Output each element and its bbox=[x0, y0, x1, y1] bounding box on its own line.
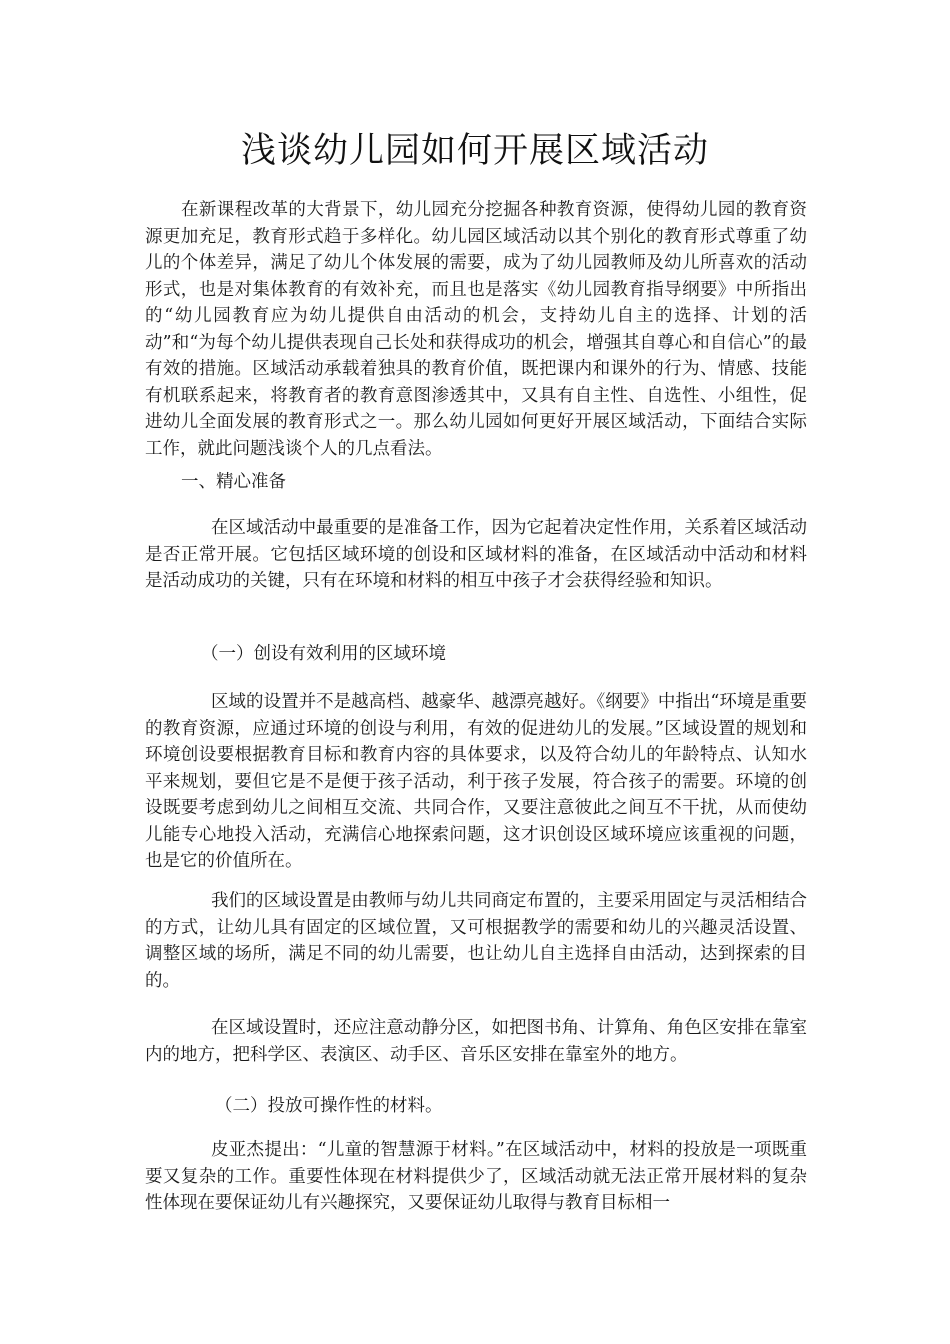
paragraph-materials: 皮亚杰提出：“儿童的智慧源于材料。”在区域活动中，材料的投放是一项既重要又复杂的工作。重要性体现在材料提供少了，区域活动就无法正常开展材料的复杂性体现在要保证幼儿有兴趣探究，又要保证幼儿取得与教育目标相一 bbox=[145, 1140, 807, 1213]
subsection-heading-environment: （一）创设有效利用的区域环境 bbox=[201, 644, 446, 664]
section-heading-preparation: 一、精心准备 bbox=[181, 472, 286, 492]
paragraph-environment: 区域的设置并不是越高档、越豪华、越漂亮越好。《纲要》中指出“环境是重要的教育资源，应通过环境的创设与利用，有效的促进幼儿的发展。”区域设置的规划和环境创设要根据教育目标和教育内容的具体要求，以及符合幼儿的年龄特点、认知水平来规划，要但它是不是便于孩子活动，利于孩子发展，符合孩子的需要。环境的创设既要考虑到幼儿之间相互交流、共同合作，又要注意彼此之间互不干扰，从而使幼儿能专心地投入活动，充满信心地探索问题，这才识创设区域环境应该重视的问题，也是它的价值所在。 bbox=[145, 692, 807, 871]
paragraph-area-setup: 我们的区域设置是由教师与幼儿共同商定布置的，主要采用固定与灵活相结合的方式，让幼儿具有固定的区域位置，又可根据教学的需要和幼儿的兴趣灵活设置、调整区域的场所，满足不同的幼儿需要，也让幼儿自主选择自由活动，达到探索的目的。 bbox=[145, 891, 807, 991]
paragraph-intro: 在新课程改革的大背景下，幼儿园充分挖掘各种教育资源，使得幼儿园的教育资源更加充足，教育形式趋于多样化。幼儿园区域活动以其个别化的教育形式尊重了幼儿的个体差异，满足了幼儿个体发展的需要，成为了幼儿园教师及幼儿所喜欢的活动形式，也是对集体教育的有效补充，而且也是落实《幼儿园教育指导纲要》中所指出的“幼儿园教育应为幼儿提供自由活动的机会，支持幼儿自主的选择、计划的活动”和“为每个幼儿提供表现自己长处和获得成功的机会，增强其自尊心和自信心”的最有效的措施。区域活动承载着独具的教育价值，既把课内和课外的行为、情感、技能有机联系起来，将教育者的教育意图渗透其中，又具有自主性、自选性、小组性，促进幼儿全面发展的教育形式之一。那么幼儿园如何更好开展区域活动，下面结合实际工作，就此问题浅谈个人的几点看法。 bbox=[145, 200, 807, 459]
paragraph-preparation: 在区域活动中最重要的是准备工作，因为它起着决定性作用，关系着区域活动是否正常开展。它包括区域环境的创设和区域材料的准备，在区域活动中活动和材料是活动成功的关键，只有在环境和材料的相互中孩子才会获得经验和知识。 bbox=[145, 518, 807, 591]
document-title: 浅谈幼儿园如何开展区域活动 bbox=[240, 131, 709, 171]
paragraph-zoning: 在区域设置时，还应注意动静分区，如把图书角、计算角、角色区安排在靠室内的地方，把科学区、表演区、动手区、音乐区安排在靠室外的地方。 bbox=[145, 1018, 807, 1065]
subsection-heading-materials: （二）投放可操作性的材料。 bbox=[215, 1096, 443, 1116]
